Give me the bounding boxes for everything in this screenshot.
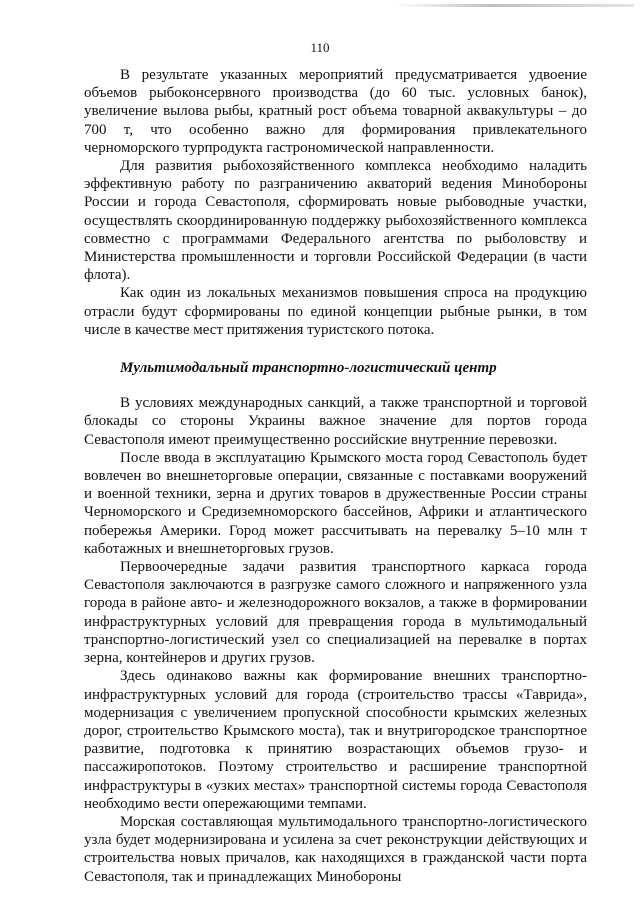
paragraph-priority-tasks: Первоочередные задачи развития транспортного каркаса города Севастополя заключаются в разгрузке самого сложного и напряженного узла города в районе авто- и железнодорожного вокзалов, а также в формировании инфраструктурных условий для превращения города в мультимодальный транспортно-логистический узел со специализацией на перевалке в портах зерна, контейнеров и других грузов. — [84, 559, 587, 667]
document-body — [84, 66, 587, 886]
paragraph-crimean-bridge: После ввода в эксплуатацию Крымского моста город Севастополь будет вовлечен во внешнеторговые операции, связанные с поставками вооружений и военной техники, зерна и других товаров в дружественные России страны Черноморского и Средиземноморского бассейнов, Африки и атлантического побережья Америки. Город может рассчитывать на перевалку 5–10 млн т каботажных и внешнеторговых грузов. — [84, 449, 587, 557]
page-number: 110 — [310, 40, 330, 55]
paragraph-sanctions: В условиях международных санкций, а также транспортной и торговой блокады со стороны Украины важное значение для портов города Севастополя имеют преимущественно российские внутренние перевозки. — [84, 395, 587, 448]
paragraph-fish-markets: Как один из локальных механизмов повышения спроса на продукцию отрасли будут сформированы по единой концепции рыбные рынки, в том числе в качестве мест притяжения туристского потока. — [84, 285, 587, 338]
paragraph-doubling-production: В результате указанных мероприятий предусматривается удвоение объемов рыбоконсервного производства (до 60 тыс. условных банок), увеличение вылова рыбы, кратный рост объема товарной аквакультуры – до 700 т, что особенно важно для формирования привлекательного черноморского турпродукта гастрономической направленности. — [84, 67, 587, 156]
paragraph-fishery-complex: Для развития рыбохозяйственного комплекса необходимо наладить эффективную работу по разграничению акваторий ведения Минобороны России и города Севастополя, сформировать новые рыбоводные участки, осуществлять скоординированную поддержку рыбохозяйственного комплекса совместно с программами Федерального агентства по рыболовству и Министерства промышленности и торговли Российской Федерации (в части флота). — [84, 158, 587, 284]
section-heading: Мультимодальный транспортно-логистический центр — [120, 360, 497, 377]
paragraph-infrastructure: Здесь одинаково важны как формирование внешних транспортно-инфраструктурных условий для города (строительство трассы «Таврида», модернизация с увеличением пропускной способности крымских железных дорог, строительство Крымского моста), так и внутригородское транспортное развитие, подготовка к принятию возрастающих объемов грузо- и пассажиропотоков. Поэтому строительство и расширение транспортной инфраструктуры в «узких местах» транспортной системы города Севастополя необходимо вести опережающими темпами. — [84, 668, 587, 812]
scan-edge-mark — [394, 4, 634, 7]
paragraph-maritime-component: Морская составляющая мультимодального транспортно-логистического узла будет модернизирована и усилена за счет реконструкции действующих и строительства новых причалов, как находящихся в гражданской части порта Севастополя, так и принадлежащих Минобороны — [84, 813, 587, 885]
